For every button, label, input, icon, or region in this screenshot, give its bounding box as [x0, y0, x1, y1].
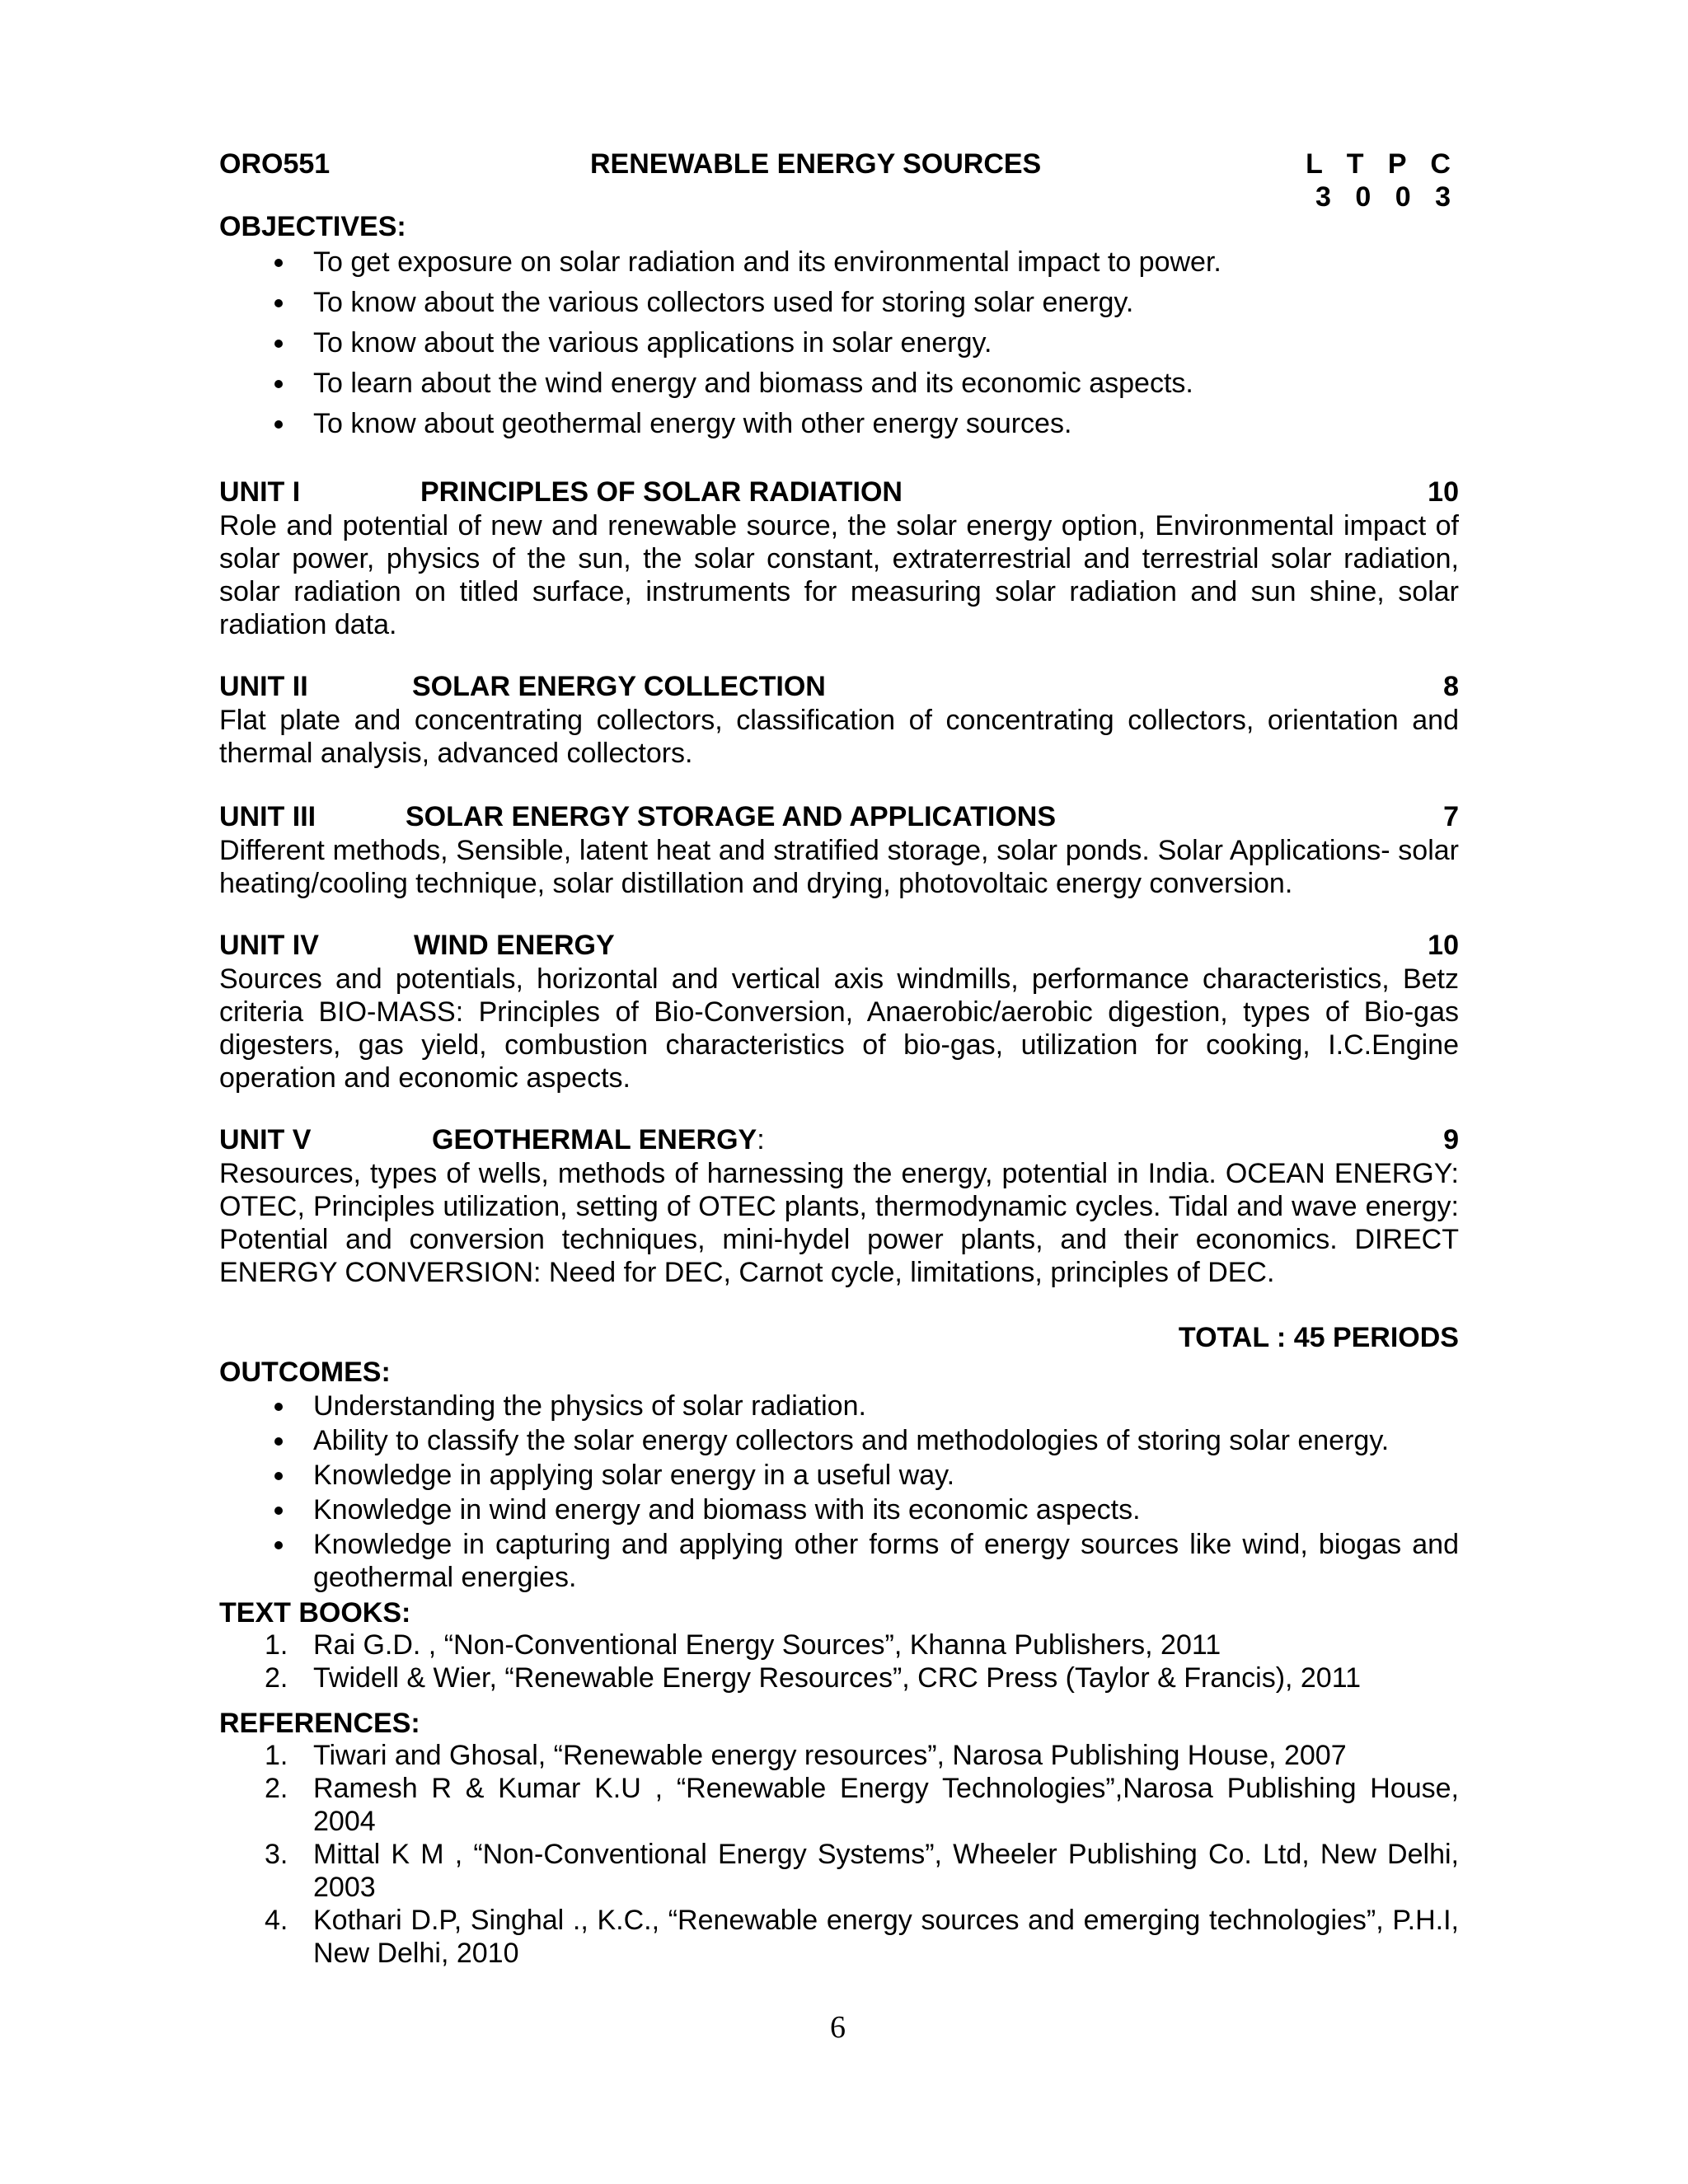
unit-title: SOLAR ENERGY STORAGE AND APPLICATIONS [406, 801, 1057, 832]
unit-heading [219, 671, 1459, 704]
objective-item: To know about geothermal energy with other energy sources. [219, 407, 1459, 440]
outcome-item: Knowledge in capturing and applying other forms of energy sources like wind, biogas and geothermal energies. [219, 1528, 1459, 1594]
unit-heading [219, 1124, 1459, 1157]
objectives-heading: OBJECTIVES: [219, 211, 406, 242]
unit-heading [219, 930, 1459, 963]
ltpc-label: L T P C [1306, 148, 1459, 180]
outcome-item: Ability to classify the solar energy collectors and methodologies of storing solar energy. [219, 1424, 1459, 1457]
references-list [219, 1739, 1459, 1970]
unit-heading [219, 476, 1459, 509]
outcome-item: Knowledge in wind energy and biomass with its economic aspects. [219, 1493, 1459, 1526]
outcomes-list [219, 1390, 1459, 1594]
unit-hours: 9 [1443, 1124, 1459, 1155]
text-book-text: Twidell & Wier, “Renewable Energy Resources”, CRC Press (Taylor & Francis), 2011 [313, 1662, 1362, 1694]
reference-text: Kothari D.P, Singhal ., K.C., “Renewable energy sources and emerging technologies”, P.H.I, New Delhi, 2010 [313, 1905, 1459, 1969]
unit-description: Role and potential of new and renewable source, the solar energy option, Environmental impact of solar power, physics of the sun, the solar constant, extraterrestrial and terrestrial solar radiation, solar radiation on titled surface, instruments for measuring solar radiation and sun shine, solar radiation data. [219, 510, 1459, 640]
reference-text: Mittal K M , “Non-Conventional Energy Systems”, Wheeler Publishing Co. Ltd, New Delhi, 2003 [313, 1839, 1459, 1903]
unit-title [432, 1124, 765, 1156]
unit-hours: 8 [1443, 671, 1459, 702]
objective-item: To get exposure on solar radiation and its environmental impact to power. [219, 246, 1459, 279]
reference-text: Ramesh R & Kumar K.U , “Renewable Energy Technologies”,Narosa Publishing House, 2004 [313, 1773, 1459, 1837]
page-number: 6 [830, 2010, 846, 2045]
total-periods: TOTAL : 45 PERIODS [1178, 1322, 1459, 1353]
reference-item: 1. Tiwari and Ghosal, “Renewable energy resources”, Narosa Publishing House, 2007 [265, 1740, 1347, 1771]
unit-hours: 10 [1428, 930, 1459, 961]
objective-item: To know about the various collectors used for storing solar energy. [219, 286, 1459, 319]
unit-label: UNIT III [219, 801, 316, 832]
outcome-item: Knowledge in applying solar energy in a useful way. [219, 1459, 1459, 1492]
objectives-list [219, 246, 1459, 440]
unit-label: UNIT I [219, 476, 301, 508]
text-book-text: Rai G.D. , “Non-Conventional Energy Sources”, Khanna Publishers, 2011 [313, 1629, 1221, 1661]
unit-title: PRINCIPLES OF SOLAR RADIATION [420, 476, 903, 508]
unit-label: UNIT II [219, 671, 308, 702]
outcomes-heading: OUTCOMES: [219, 1357, 391, 1388]
course-code: ORO551 [219, 148, 331, 180]
objective-item: To learn about the wind energy and biomass and its economic aspects. [219, 367, 1459, 400]
unit-label: UNIT V [219, 1124, 312, 1155]
unit-title: SOLAR ENERGY COLLECTION [412, 671, 826, 702]
ltpc-values: 3 0 0 3 [1315, 181, 1459, 213]
reference-text: Tiwari and Ghosal, “Renewable energy resources”, Narosa Publishing House, 2007 [313, 1740, 1347, 1771]
unit-label: UNIT IV [219, 930, 319, 961]
reference-item: 4. Kothari D.P, Singhal ., K.C., “Renewable energy sources and emerging technologies”, P.H.I, New Delhi, 2010 [265, 1905, 1459, 1969]
unit-description: Flat plate and concentrating collectors, classification of concentrating collectors, orientation and thermal analysis, advanced collectors. [219, 705, 1459, 769]
unit-description: Resources, types of wells, methods of harnessing the energy, potential in India. OCEAN ENERGY: OTEC, Principles utilization, setting of OTEC plants, thermodynamic cycles. Tidal and wave energy: Potential and conversion techniques, mini-hydel power plants, and their economics. DIRECT ENERGY CONVERSION: Need for DEC, Carnot cycle, limitations, principles of DEC. [219, 1158, 1459, 1288]
unit-hours: 7 [1443, 801, 1459, 832]
unit-description: Different methods, Sensible, latent heat and stratified storage, solar ponds. Solar Applications- solar heating/cooling technique, solar distillation and drying, photovoltaic energy conversion. [219, 835, 1459, 899]
text-book-item: 1. Rai G.D. , “Non-Conventional Energy Sources”, Khanna Publishers, 2011 [265, 1629, 1221, 1661]
course-title: RENEWABLE ENERGY SOURCES [590, 148, 1042, 180]
outcome-item: Understanding the physics of solar radiation. [219, 1390, 1459, 1422]
unit-hours: 10 [1428, 476, 1459, 508]
objective-item: To know about the various applications in solar energy. [219, 326, 1459, 359]
unit-title: WIND ENERGY [414, 930, 615, 961]
unit-title-text: GEOTHERMAL ENERGY [432, 1124, 757, 1155]
text-books-heading: TEXT BOOKS: [219, 1597, 411, 1629]
references-heading: REFERENCES: [219, 1708, 420, 1739]
text-books-list [219, 1629, 1459, 1694]
reference-item: 3. Mittal K M , “Non-Conventional Energy Systems”, Wheeler Publishing Co. Ltd, New Delhi, 2003 [265, 1839, 1459, 1903]
unit-description: Sources and potentials, horizontal and vertical axis windmills, performance characteristics, Betz criteria BIO-MASS: Principles of Bio-Conversion, Anaerobic/aerobic digestion, types of Bio-gas digesters, gas yield, combustion characteristics of bio-gas, utilization for cooking, I.C.Engine operation and economic aspects. [219, 963, 1459, 1094]
unit-title-suffix: : [757, 1124, 765, 1155]
reference-item: 2. Ramesh R & Kumar K.U , “Renewable Energy Technologies”,Narosa Publishing House, 2004 [265, 1773, 1459, 1837]
text-book-item: 2. Twidell & Wier, “Renewable Energy Resources”, CRC Press (Taylor & Francis), 2011 [265, 1662, 1362, 1694]
unit-heading [219, 801, 1459, 834]
